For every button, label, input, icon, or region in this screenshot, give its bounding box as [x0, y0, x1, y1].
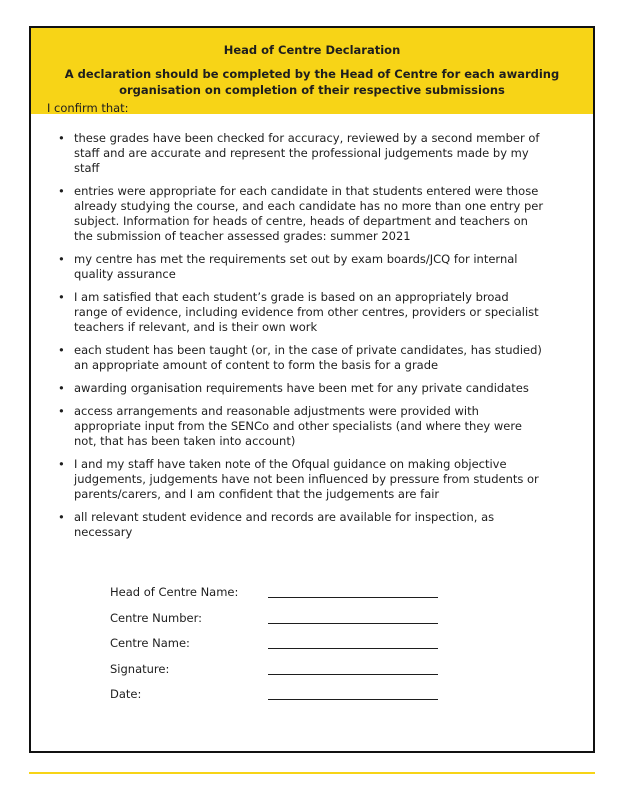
- footer-divider: [29, 772, 595, 774]
- field-label: Date:: [110, 687, 142, 701]
- field-row-centre-number: [110, 611, 470, 637]
- bullet-icon: •: [58, 404, 65, 418]
- signature-fields: [110, 585, 470, 713]
- field-row-head-of-centre-name: [110, 585, 470, 611]
- field-label: Centre Number:: [110, 610, 202, 625]
- page-subtitle: A declaration should be completed by the Head of Centre for each awarding organisation on completion of their respective submissions: [64, 67, 560, 97]
- list-item-text: entries were appropriate for each candidate in that students entered were those already studying the course, and each candidate has no more than one entry per subject. Information for heads of centre, heads of department and teachers on the submission of teacher assessed grades: summer 2021: [74, 184, 544, 243]
- field-label: Centre Name:: [110, 636, 190, 650]
- bullet-icon: •: [58, 131, 65, 145]
- field-row-centre-name: [110, 636, 470, 662]
- bullet-icon: •: [58, 457, 65, 471]
- list-item-text: awarding organisation requirements have been met for any private candidates: [74, 381, 529, 395]
- list-item: [47, 290, 544, 335]
- bullet-icon: •: [58, 290, 65, 304]
- list-item-text: each student has been taught (or, in the case of private candidates, has studied) an appropriate amount of content to form the basis for a grade: [74, 343, 542, 372]
- field-row-signature: [110, 662, 470, 688]
- centre-number-field[interactable]: [268, 623, 438, 624]
- list-item: [47, 252, 544, 282]
- list-item: [47, 131, 544, 176]
- list-item-text: these grades have been checked for accuracy, reviewed by a second member of staff and are accurate and represent the professional judgements made by my staff: [74, 131, 540, 175]
- list-item-text: I am satisfied that each student’s grade is based on an appropriately broad range of evidence, including evidence from other centres, providers or specialist teachers if relevant, and is their own work: [74, 290, 539, 334]
- list-item-text: I and my staff have taken note of the Ofqual guidance on making objective judgements, judgements have not been influenced by pressure from students or parents/carers, and I am confident that the judgements are fair: [74, 457, 539, 501]
- signature-field[interactable]: [268, 674, 438, 675]
- page-title: Head of Centre Declaration: [223, 43, 401, 57]
- centre-name-field[interactable]: [268, 648, 438, 649]
- bullet-icon: •: [58, 381, 65, 395]
- date-field[interactable]: [268, 699, 438, 700]
- bullet-icon: •: [58, 343, 65, 357]
- list-item: [47, 184, 544, 244]
- intro-text: I confirm that:: [47, 101, 129, 115]
- list-item: [47, 381, 544, 396]
- list-item: [47, 404, 544, 449]
- bullet-icon: •: [58, 510, 65, 524]
- list-item: [47, 510, 544, 540]
- list-item-text: access arrangements and reasonable adjustments were provided with appropriate input from the SENCo and other specialists (and where they were not, that has been taken into account): [74, 404, 522, 448]
- list-item-text: my centre has met the requirements set out by exam boards/JCQ for internal quality assurance: [74, 252, 518, 281]
- confirmation-list: [47, 131, 547, 540]
- list-item: [47, 457, 544, 502]
- field-label: Signature:: [110, 661, 170, 676]
- bullet-icon: •: [58, 184, 65, 198]
- declaration-body: [47, 100, 547, 548]
- list-item: [47, 343, 544, 373]
- field-row-date: [110, 687, 470, 713]
- head-of-centre-name-field[interactable]: [268, 597, 438, 598]
- list-item-text: all relevant student evidence and records are available for inspection, as necessary: [74, 510, 495, 539]
- bullet-icon: •: [58, 252, 65, 266]
- field-label: Head of Centre Name:: [110, 585, 239, 599]
